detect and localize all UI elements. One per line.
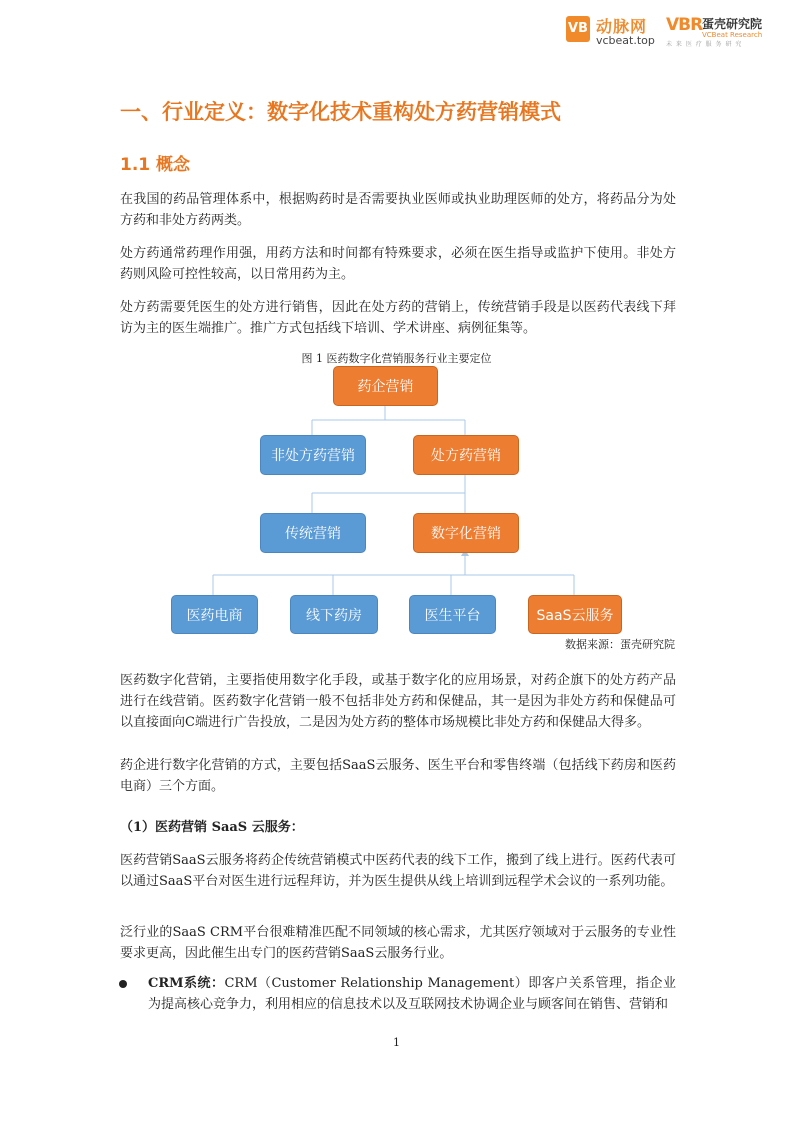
- research-institute-tagline: 未 来 医 疗 服 务 研 究: [666, 41, 743, 48]
- section-heading: 一、行业定义：数字化技术重构处方药营销模式: [120, 100, 561, 124]
- paragraph-digital-marketing-channels: 药企进行数字化营销的方式，主要包括SaaS云服务、医生平台和零售终端（包括线下药房和医药电商）三个方面。: [120, 758, 676, 794]
- research-institute-subtitle: VCBeat Research: [702, 31, 763, 39]
- paragraph-digital-marketing-definition: 医药数字化营销，主要指使用数字化手段，或基于数字化的应用场景，对药企旗下的处方药产品进行在线营销。医药数字化营销一般不包括非处方药和保健品，其一是因为非处方药和保健品可以直接面向C端进行广告投放，二是因为处方药的整体市场规模比非处方药和保健品大得多。: [120, 673, 676, 730]
- paragraph-saas-description: 医药营销SaaS云服务将药企传统营销模式中医药代表的线下工作，搬到了线上进行。医药代表可以通过SaaS平台对医生进行远程拜访，并为医生提供从线上培训到远程学术会议的一系列功能。: [120, 853, 676, 889]
- node-saas-cloud: SaaS云服务: [528, 595, 622, 634]
- crm-bullet-term: CRM系统：: [148, 976, 225, 991]
- node-offline-pharmacy: 线下药房: [290, 595, 378, 634]
- page-number: 1: [393, 1036, 400, 1049]
- paragraph-traditional-marketing: 处方药需要凭医生的处方进行销售，因此在处方药的营销上，传统营销手段是以医药代表线下拜访为主的医生端推广。推广方式包括线下培训、学术讲座、病例征集等。: [120, 300, 676, 336]
- node-pharma-marketing: 药企营销: [333, 366, 438, 406]
- figure-caption: 图 1 医药数字化营销服务行业主要定位: [301, 352, 492, 365]
- node-digital-marketing: 数字化营销: [413, 513, 519, 553]
- saas-subheading: （1）医药营销 SaaS 云服务：: [120, 820, 304, 835]
- crm-bullet-text: CRM（Customer Relationship Management）即客户关系管理，指企业为提高核心竞争力，利用相应的信息技术以及互联网技术协调企业与顾客间在销售、营销和: [148, 976, 676, 1012]
- node-pharma-ecommerce: 医药电商: [171, 595, 258, 634]
- paragraph-prescription-traits: 处方药通常药理作用强，用药方法和时间都有特殊要求，必须在医生指导或监护下使用。非处方药则风险可控性较高，以日常用药为主。: [120, 246, 676, 282]
- vcbeat-logo-badge: VB: [566, 16, 590, 42]
- subsection-heading: 1.1 概念: [120, 155, 191, 175]
- node-doctor-platform: 医生平台: [409, 595, 496, 634]
- paragraph-drug-classification: 在我国的药品管理体系中，根据购药时是否需要执业医师或执业助理医师的处方，将药品分为处方药和非处方药两类。: [120, 192, 676, 228]
- bullet-icon: [119, 980, 127, 988]
- node-otc-marketing: 非处方药营销: [260, 435, 366, 475]
- vcbeat-name: 动脉网: [596, 17, 648, 36]
- vbr-logo-mark: VBR: [666, 15, 703, 35]
- crm-bullet: [148, 973, 676, 1015]
- paragraph-saas-crm: 泛行业的SaaS CRM平台很难精准匹配不同领域的核心需求，尤其医疗领域对于云服务的专业性要求更高，因此催生出专门的医药营销SaaS云服务行业。: [120, 925, 676, 961]
- node-traditional-marketing: 传统营销: [260, 513, 366, 553]
- figure-source: 数据来源：蛋壳研究院: [565, 638, 675, 651]
- node-rx-marketing: 处方药营销: [413, 435, 519, 475]
- research-institute-name: 蛋壳研究院: [702, 17, 763, 31]
- vcbeat-url: vcbeat.top: [596, 34, 655, 47]
